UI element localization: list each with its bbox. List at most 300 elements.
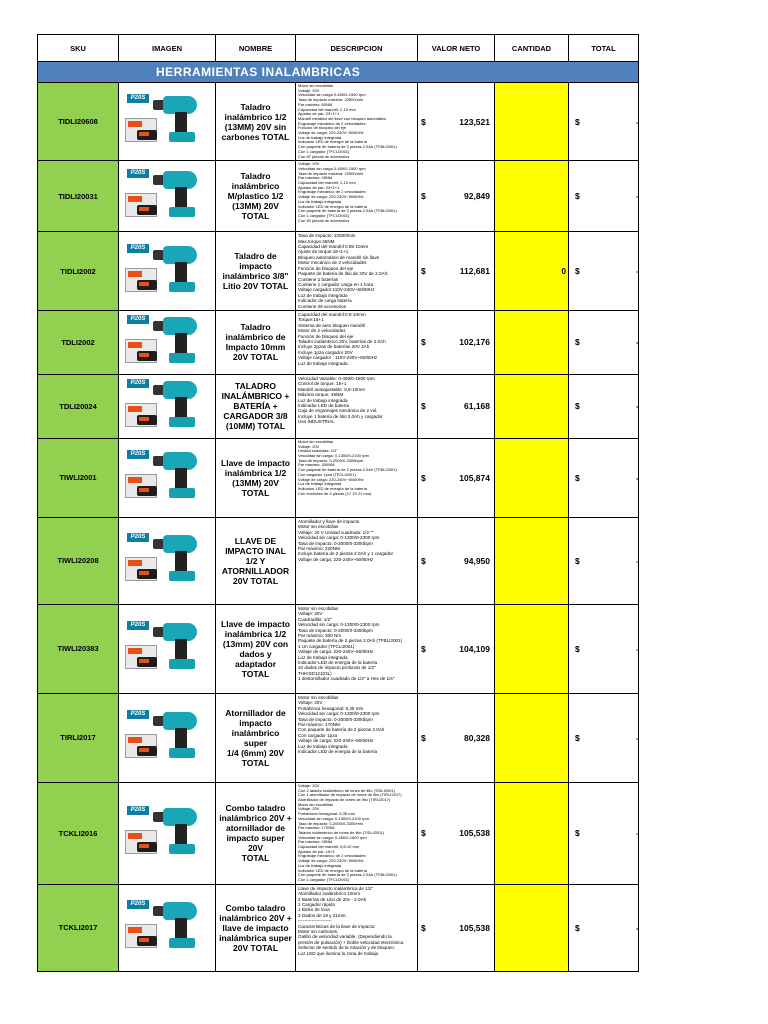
table-row bbox=[38, 782, 639, 884]
tool-battery-icon bbox=[169, 282, 195, 292]
description-line: Con paquete de batería de 2 piezas 2.0Ah (TFBLI2001) bbox=[298, 144, 397, 150]
description-line: THKISD12103L) bbox=[298, 670, 332, 676]
description-line: Incluye 2pzas de baterías 20V 2Ah bbox=[298, 344, 370, 350]
product-name-line: Litio 20V TOTAL bbox=[222, 281, 289, 292]
product-name-line: Combo taladro bbox=[225, 902, 286, 913]
tool-battery-icon bbox=[169, 844, 195, 854]
product-name-line: atornillador de bbox=[225, 823, 286, 834]
product-name-line: TALADRO bbox=[235, 381, 276, 392]
description-line: Indicador LED de batería bbox=[298, 402, 350, 408]
brand-badge: P20S bbox=[127, 94, 149, 103]
table-row bbox=[38, 693, 639, 782]
price-cell bbox=[418, 310, 495, 374]
product-name-line: 20V TOTAL bbox=[232, 352, 279, 363]
description-line: Par máximo: 170NM bbox=[298, 825, 335, 831]
product-name-cell bbox=[216, 782, 296, 884]
total-value: - bbox=[636, 828, 639, 839]
product-name-line: inalámbrico 3/8" bbox=[222, 271, 289, 282]
description-line: Voltaje: 20 V Unidad cuadrada: 1/2 "" bbox=[298, 529, 374, 535]
description-line: Par máximo: 45NM bbox=[298, 175, 333, 181]
total-cell bbox=[569, 310, 639, 374]
description-line: Con paquete de batería de 2 piezas 2.0Ah (TFBLI2001) bbox=[298, 208, 397, 214]
currency-symbol: $ bbox=[575, 116, 580, 127]
description-line: Capacidad del mandril: 0,8-10 mm bbox=[298, 844, 360, 850]
description-line: Velocidad Variable: 0-400/0-1500 rpm bbox=[298, 375, 375, 381]
description-line: Función de bloqueo del eje bbox=[298, 333, 354, 339]
description-line: Tasa de impacto: 0-2000/0-3300bpm bbox=[298, 627, 373, 633]
price-cell bbox=[418, 884, 495, 971]
description-line: Voltaje de carga: 220-240V~50/60Hz bbox=[298, 476, 364, 482]
description-cell bbox=[296, 83, 418, 161]
tool-grip-icon bbox=[175, 262, 187, 284]
description-line: Luz LED que ilumina la zona de trabajo. bbox=[298, 950, 380, 956]
product-name-line: Llave de impacto bbox=[221, 457, 290, 468]
product-name-line: Atornillador de bbox=[225, 707, 286, 718]
sku-cell: TIRLI2017 bbox=[38, 693, 119, 782]
battery-icon bbox=[137, 746, 157, 756]
description-line: Máximo torque: 45NM bbox=[298, 392, 344, 398]
description-cell bbox=[296, 884, 418, 971]
battery-icon bbox=[137, 130, 157, 140]
description-line: Con 1 atornillador de impacto de iones de litio (TIRLI2017) bbox=[298, 792, 402, 798]
description-line: Función de bloqueo del eje bbox=[298, 265, 354, 271]
description-line: Luz de trabajo integrada bbox=[298, 481, 342, 487]
quantity-cell[interactable] bbox=[495, 438, 569, 517]
price-value: 102,176 bbox=[459, 337, 490, 348]
product-name-line: (13MM) 20V bbox=[232, 201, 279, 212]
sku-cell: TIDLI2002 bbox=[38, 232, 119, 311]
currency-symbol: $ bbox=[421, 337, 426, 348]
description-line: Indicador LED de energía de la batería bbox=[298, 660, 378, 665]
description-line: Capacidad del mandril: 2-13 mm bbox=[298, 180, 356, 186]
product-name-line: 1/4 (6mm) 20V bbox=[226, 747, 285, 758]
product-name-line: (13MM) 20V sin bbox=[224, 121, 287, 132]
product-image-cell bbox=[119, 438, 216, 517]
product-name-line: Impacto 10mm bbox=[225, 342, 286, 353]
battery-icon bbox=[137, 280, 157, 290]
sku-cell: TDLI20024 bbox=[38, 374, 119, 438]
sku-cell: TDLI2002 bbox=[38, 310, 119, 374]
brand-badge: P20S bbox=[127, 379, 149, 388]
product-image-cell bbox=[119, 693, 216, 782]
product-image bbox=[123, 90, 211, 148]
description-line: 1 Un cargador (TFCLI2001) bbox=[298, 643, 355, 649]
product-image bbox=[123, 706, 211, 764]
description-line: Luz de trabajo integrada. bbox=[298, 360, 349, 366]
description-line: Tasa de impacto: 0-2000/0-3300bpm bbox=[298, 457, 364, 463]
description-line: Voltaje: 20V bbox=[298, 443, 320, 449]
description-line: Incluye 1pza cargador 20V bbox=[298, 349, 353, 355]
header-imagen: IMAGEN bbox=[119, 35, 216, 62]
product-name-cell bbox=[216, 161, 296, 232]
battery-icon bbox=[137, 415, 157, 425]
product-image-cell bbox=[119, 517, 216, 604]
description-line: Par máximo: 170NM bbox=[298, 721, 340, 727]
product-image-cell bbox=[119, 310, 216, 374]
price-value: 105,874 bbox=[459, 472, 490, 483]
description-line: Engranaje mecánico de 2 velocidades bbox=[298, 189, 366, 195]
tool-grip-icon bbox=[175, 333, 187, 355]
tool-grip-icon bbox=[175, 112, 187, 134]
description-line: Paquete de batería de 2 piezas 2.0Ah (TFBLI2001) bbox=[298, 638, 403, 644]
product-image-cell bbox=[119, 884, 216, 971]
currency-symbol: $ bbox=[575, 555, 580, 566]
quantity-cell[interactable] bbox=[495, 83, 569, 161]
price-value: 104,109 bbox=[459, 643, 490, 654]
total-value: - bbox=[636, 337, 639, 348]
table-row bbox=[38, 83, 639, 161]
price-value: 80,328 bbox=[464, 732, 490, 743]
quantity-cell[interactable] bbox=[495, 884, 569, 971]
description-line: Voltaje de carga: 220-240V~50/60Hz bbox=[298, 738, 374, 744]
product-name-line: TOTAL bbox=[241, 211, 270, 222]
tool-battery-icon bbox=[169, 748, 195, 758]
currency-symbol: $ bbox=[575, 828, 580, 839]
description-line: Tasa de impacto máxima: 22500/min bbox=[298, 97, 364, 103]
header-row bbox=[38, 35, 639, 62]
product-name-line: TOTAL bbox=[241, 757, 270, 768]
quantity-cell[interactable] bbox=[495, 310, 569, 374]
description-line: Capacidad del mandril: 2-13 mm bbox=[298, 106, 356, 112]
product-name-cell bbox=[216, 438, 296, 517]
description-line: Control de torque: 15+1 bbox=[298, 381, 347, 387]
description-cell bbox=[296, 161, 418, 232]
currency-symbol: $ bbox=[575, 472, 580, 483]
description-line: Motor mecánico de 2 velocidades bbox=[298, 260, 367, 266]
description-line: Indicador LED de energía de la batería bbox=[298, 867, 367, 873]
description-line: Con cargador 1pza bbox=[298, 732, 338, 738]
description-line: Paquete de batería de litio de 20V de 2.0Ah: bbox=[298, 271, 389, 277]
description-cell bbox=[296, 438, 418, 517]
description-line: Indicador LED de energía de la batería bbox=[298, 749, 378, 754]
currency-symbol: $ bbox=[421, 828, 426, 839]
description-line: Voltaje de carga: 220-240V~50/60Hz bbox=[298, 130, 364, 136]
description-line: Torque:15+1 bbox=[298, 317, 324, 323]
description-line: Voltaje cargador : 110V-240V~50/60Hz bbox=[298, 355, 378, 361]
total-cell bbox=[569, 884, 639, 971]
description-line: Con 2 taladro inalámbrico de iones de litio (TIDLI2001) bbox=[298, 787, 395, 793]
product-name-cell bbox=[216, 83, 296, 161]
description-line: Luz de trabajo integrada bbox=[298, 654, 348, 660]
currency-symbol: $ bbox=[421, 472, 426, 483]
table-row bbox=[38, 310, 639, 374]
description-line: Voltaje de carga: 220-240V~50/60Hz bbox=[298, 649, 374, 655]
description-line: Atornillador y llave de impacto bbox=[298, 518, 360, 524]
brand-badge: P20S bbox=[127, 806, 149, 815]
description-line: 3 Dados de 19 y 21mm. bbox=[298, 912, 347, 918]
description-line: Par máximo: 300 Nm bbox=[298, 632, 342, 638]
product-name-line: INALÁMBRICO + bbox=[221, 391, 290, 402]
product-name-line: inalámbrico super bbox=[231, 727, 280, 748]
product-name-line: dados y adaptador bbox=[234, 648, 277, 669]
product-image bbox=[123, 446, 211, 504]
product-name-line: (13MM) 20V bbox=[232, 477, 279, 488]
description-line: Llave de impacto inalámbrica de 1/2" bbox=[298, 885, 374, 891]
quantity-cell[interactable] bbox=[495, 782, 569, 884]
description-line: Con cargador 1pza (TFCLI2001) bbox=[298, 471, 356, 477]
quantity-cell[interactable] bbox=[495, 693, 569, 782]
product-name-line: TOTAL bbox=[241, 853, 270, 864]
product-table bbox=[37, 34, 639, 972]
total-cell bbox=[569, 232, 639, 311]
product-image bbox=[123, 375, 211, 433]
table-row bbox=[38, 604, 639, 693]
product-name-line: Taladro bbox=[240, 322, 271, 333]
description-line: Capacidad del mandril:0.8-10mm bbox=[298, 311, 366, 317]
tool-battery-icon bbox=[169, 488, 195, 498]
product-name-line: Taladro bbox=[240, 101, 271, 112]
tool-grip-icon bbox=[175, 728, 187, 750]
header-total: TOTAL bbox=[569, 35, 639, 62]
product-name-cell bbox=[216, 604, 296, 693]
price-value: 105,538 bbox=[459, 828, 490, 839]
battery-icon bbox=[137, 569, 157, 579]
description-line: Luz de trabajo integrada bbox=[298, 397, 348, 403]
description-line: Velocidad sin carga: 0-1300/0-2300 rpm bbox=[298, 535, 380, 541]
total-value: - bbox=[636, 472, 639, 483]
battery-icon bbox=[137, 205, 157, 215]
price-value: 92,849 bbox=[464, 191, 490, 202]
description-line: Capacidad del mandril 0.85-10mm bbox=[298, 244, 369, 250]
description-line: Luz de trabajo integrada bbox=[298, 862, 342, 868]
description-line: Voltaje de carga: 220-240V~50/60Hz bbox=[298, 858, 364, 864]
currency-symbol: $ bbox=[421, 266, 426, 277]
total-cell bbox=[569, 782, 639, 884]
description-line: Con 50 piezas de accesorios bbox=[298, 217, 350, 223]
header-nombre: NOMBRE bbox=[216, 35, 296, 62]
quantity-cell[interactable] bbox=[495, 604, 569, 693]
description-line: Velocidad sin carga: 0-1300/0-2100 rpm bbox=[298, 453, 369, 459]
brand-badge: P20S bbox=[127, 900, 149, 909]
description-line: Voltaje: 20V bbox=[298, 782, 320, 788]
description-line: Motor de 2 velocidades bbox=[298, 328, 346, 334]
total-cell bbox=[569, 693, 639, 782]
tool-grip-icon bbox=[175, 187, 187, 209]
currency-symbol: $ bbox=[575, 922, 580, 933]
product-name-line: inalámbrico 20V + bbox=[219, 912, 292, 923]
description-line: presión de pulsación) + Doble velocidad electrónica. bbox=[298, 939, 405, 945]
total-cell bbox=[569, 161, 639, 232]
description-line: Voltaje: 20V bbox=[298, 611, 323, 617]
description-line: Tasa de impacto: 0-2000/0-3300/min bbox=[298, 820, 363, 826]
price-value: 105,538 bbox=[459, 922, 490, 933]
product-name-cell bbox=[216, 232, 296, 311]
price-cell bbox=[418, 232, 495, 311]
description-line: Portabroca hexagonal: 6,35 mm bbox=[298, 811, 355, 817]
description-line: Con paquete de batería de 2 piezas 2.0Ah bbox=[298, 727, 385, 733]
product-name-line: Combo taladro bbox=[225, 803, 286, 814]
product-name-cell bbox=[216, 517, 296, 604]
product-name-line: TOTAL bbox=[241, 487, 270, 498]
description-line: Tasa de impacto: 0-2000/0-3300bpm bbox=[298, 540, 373, 546]
description-line: Características de la llave de impacto: bbox=[298, 923, 376, 929]
currency-symbol: $ bbox=[421, 555, 426, 566]
tool-battery-icon bbox=[169, 353, 195, 363]
product-image-cell bbox=[119, 232, 216, 311]
description-line: Indicador LED de energía de la batería bbox=[298, 485, 367, 491]
description-line: Uso INDUSTRIAL bbox=[298, 419, 335, 425]
product-name-line: impacto super 20V bbox=[226, 833, 285, 854]
table-row bbox=[38, 161, 639, 232]
tool-grip-icon bbox=[175, 639, 187, 661]
product-name-line: inalámbrica 1/2 bbox=[224, 467, 287, 478]
description-line: Indicador de carga batería bbox=[298, 298, 352, 304]
description-line: Engranaje mecánico de 2 velocidades bbox=[298, 853, 366, 859]
description-line: 2 Baterías de Litio de 20v - 2.0Ah bbox=[298, 896, 367, 902]
total-cell bbox=[569, 604, 639, 693]
quantity-cell[interactable] bbox=[495, 374, 569, 438]
description-line: 1 Bolso de lona bbox=[298, 907, 330, 913]
description-line: Velocidad sin carga 0-450/0-1900 rpm bbox=[298, 92, 366, 98]
description-cell bbox=[296, 310, 418, 374]
header-cantidad: CANTIDAD bbox=[495, 35, 569, 62]
currency-symbol: $ bbox=[421, 922, 426, 933]
description-cell bbox=[296, 232, 418, 311]
brand-badge: P20S bbox=[127, 621, 149, 630]
product-image bbox=[123, 165, 211, 223]
quantity-cell[interactable] bbox=[495, 161, 569, 232]
price-cell bbox=[418, 438, 495, 517]
product-image bbox=[123, 529, 211, 587]
product-name-line: (13mm) 20V con bbox=[222, 638, 289, 649]
product-name-line: LLAVE DE bbox=[234, 535, 277, 546]
description-line: Con paquete de batería de 2 piezas 2.0Ah (TFBLI2001) bbox=[298, 872, 397, 878]
tool-battery-icon bbox=[169, 571, 195, 581]
product-image bbox=[123, 802, 211, 860]
description-line: Engranaje mecánico de 2 velocidades bbox=[298, 120, 366, 126]
total-value: - bbox=[636, 266, 639, 277]
description-line: Tasa de impacto máxima: 22500/min bbox=[298, 170, 364, 176]
product-name-line: inalámbrico de bbox=[225, 332, 286, 343]
description-line: Luz de trabajo integrada bbox=[298, 134, 342, 140]
currency-symbol: $ bbox=[421, 401, 426, 412]
product-name-line: M/plastico 1/2 bbox=[227, 191, 284, 202]
description-line: Atornillador de impacto de iones de litio (TIRLI2017) bbox=[298, 797, 391, 803]
description-cell bbox=[296, 693, 418, 782]
description-line: Ajustes de par: 15+1 bbox=[298, 848, 335, 854]
description-line: Par máximo: 300NM bbox=[298, 462, 335, 468]
currency-symbol: $ bbox=[421, 732, 426, 743]
description-line: Mandril autoajustable: 0,8-10mm bbox=[298, 386, 365, 392]
description-line: Voltaje: 20V bbox=[298, 806, 320, 812]
header-descripcion: DESCRIPCION bbox=[296, 35, 418, 62]
product-image-cell bbox=[119, 83, 216, 161]
description-line: Velocidad sin carga: 0-1300/0-2100 rpm bbox=[298, 815, 369, 821]
brand-badge: P20S bbox=[127, 315, 149, 324]
description-line: Motor sin escobillas bbox=[298, 83, 334, 88]
price-cell bbox=[418, 374, 495, 438]
description-line: Contiene 2 baterías bbox=[298, 276, 339, 282]
description-line: Indicador LED de energía de la batería bbox=[298, 203, 367, 209]
product-image-cell bbox=[119, 782, 216, 884]
product-name-line: inalámbrico 20V + bbox=[219, 813, 292, 824]
quantity-cell[interactable] bbox=[495, 517, 569, 604]
product-name-line: inalámbrico 1/2 bbox=[224, 111, 287, 122]
description-line: Tasa de impacto: 0-2000/0-3300bpm bbox=[298, 716, 373, 722]
total-value: - bbox=[636, 401, 639, 412]
tool-grip-icon bbox=[175, 824, 187, 846]
description-line: Ajuste de torque:18+1+1 bbox=[298, 249, 349, 255]
description-line: Con 1 cargador (TFCLI2001) bbox=[298, 148, 350, 154]
description-cell bbox=[296, 374, 418, 438]
quantity-cell[interactable]: 0 bbox=[495, 232, 569, 311]
description-line: Voltaje de carga: 220-240V~50/60Hz bbox=[298, 556, 374, 562]
description-line: Indicador LED de energía de la batería bbox=[298, 139, 367, 145]
price-value: 94,950 bbox=[464, 555, 490, 566]
description-line: 1 Cargador rápido bbox=[298, 901, 336, 907]
description-line: Motor sin carbones. bbox=[298, 928, 339, 934]
currency-symbol: $ bbox=[575, 732, 580, 743]
tool-battery-icon bbox=[169, 938, 195, 948]
product-name-line: TOTAL bbox=[241, 668, 270, 679]
product-name-cell bbox=[216, 693, 296, 782]
description-line: Par máximo: 45NM bbox=[298, 839, 333, 845]
total-value: - bbox=[636, 555, 639, 566]
description-line: Con 1 cargador (TFCLI2001) bbox=[298, 212, 350, 218]
sku-cell: TIWLI20208 bbox=[38, 517, 119, 604]
currency-symbol: $ bbox=[421, 116, 426, 127]
description-line: Cuadradillo: 1/2" bbox=[298, 616, 332, 622]
price-value: 61,168 bbox=[464, 401, 490, 412]
description-line: Taladro inalámbrico de iones de litio (TIDLI2001) bbox=[298, 829, 385, 835]
total-cell bbox=[569, 438, 639, 517]
description-line: Voltaje: 20V bbox=[298, 161, 320, 167]
brand-badge: P20S bbox=[127, 710, 149, 719]
table-row bbox=[38, 232, 639, 311]
description-line: Con 87 piezas de accesorios bbox=[298, 153, 350, 159]
price-value: 112,681 bbox=[459, 266, 490, 277]
product-name-cell bbox=[216, 310, 296, 374]
description-line: Caja de engranajes mecánica de 2 vel. bbox=[298, 408, 378, 414]
tool-grip-icon bbox=[175, 468, 187, 490]
description-cell bbox=[296, 782, 418, 884]
total-value: - bbox=[636, 191, 639, 202]
tool-battery-icon bbox=[169, 132, 195, 142]
product-name-line: IMPACTO INAL bbox=[225, 545, 286, 556]
battery-icon bbox=[137, 842, 157, 852]
sku-cell: TIWLI2001 bbox=[38, 438, 119, 517]
product-name-line: Taladro de bbox=[234, 251, 277, 262]
tool-battery-icon bbox=[169, 207, 195, 217]
description-line: Ajustes de par: 23+1+1 bbox=[298, 111, 340, 117]
total-value: - bbox=[636, 732, 639, 743]
description-line: Voltaje de carga: 220-240V~50/60Hz bbox=[298, 194, 364, 200]
price-cell bbox=[418, 693, 495, 782]
table-row bbox=[38, 517, 639, 604]
product-name-line: CARGADOR 3/8 bbox=[223, 411, 288, 422]
total-cell bbox=[569, 83, 639, 161]
price-cell bbox=[418, 517, 495, 604]
tool-grip-icon bbox=[175, 918, 187, 940]
description-line: Luz de trabajo integrada bbox=[298, 292, 348, 298]
description-line: Motor sin escobillas bbox=[298, 438, 334, 444]
price-cell bbox=[418, 604, 495, 693]
description-line: Luz de trabajo integrada bbox=[298, 743, 348, 749]
description-line: Voltaje: 20V bbox=[298, 87, 320, 93]
product-image-cell bbox=[119, 374, 216, 438]
product-name-line: inalámbrica 1/2 bbox=[224, 628, 287, 639]
description-line: Velocidad sin carga 0-450/0-1500 rpm bbox=[298, 165, 366, 171]
description-line: Portabroca hexagonal: 6,35 mm bbox=[298, 705, 364, 711]
total-value: - bbox=[636, 922, 639, 933]
description-line: Motor sin escobillas bbox=[298, 605, 339, 611]
description-line: Velocidad sin carga: 0-1300/0-2300 rpm bbox=[298, 711, 380, 717]
total-value: - bbox=[636, 643, 639, 654]
description-line: Función de bloqueo del eje bbox=[298, 125, 347, 131]
brand-badge: P20S bbox=[127, 450, 149, 459]
description-line: Ajustes de par: 23+1+1 bbox=[298, 184, 340, 190]
battery-icon bbox=[137, 486, 157, 496]
